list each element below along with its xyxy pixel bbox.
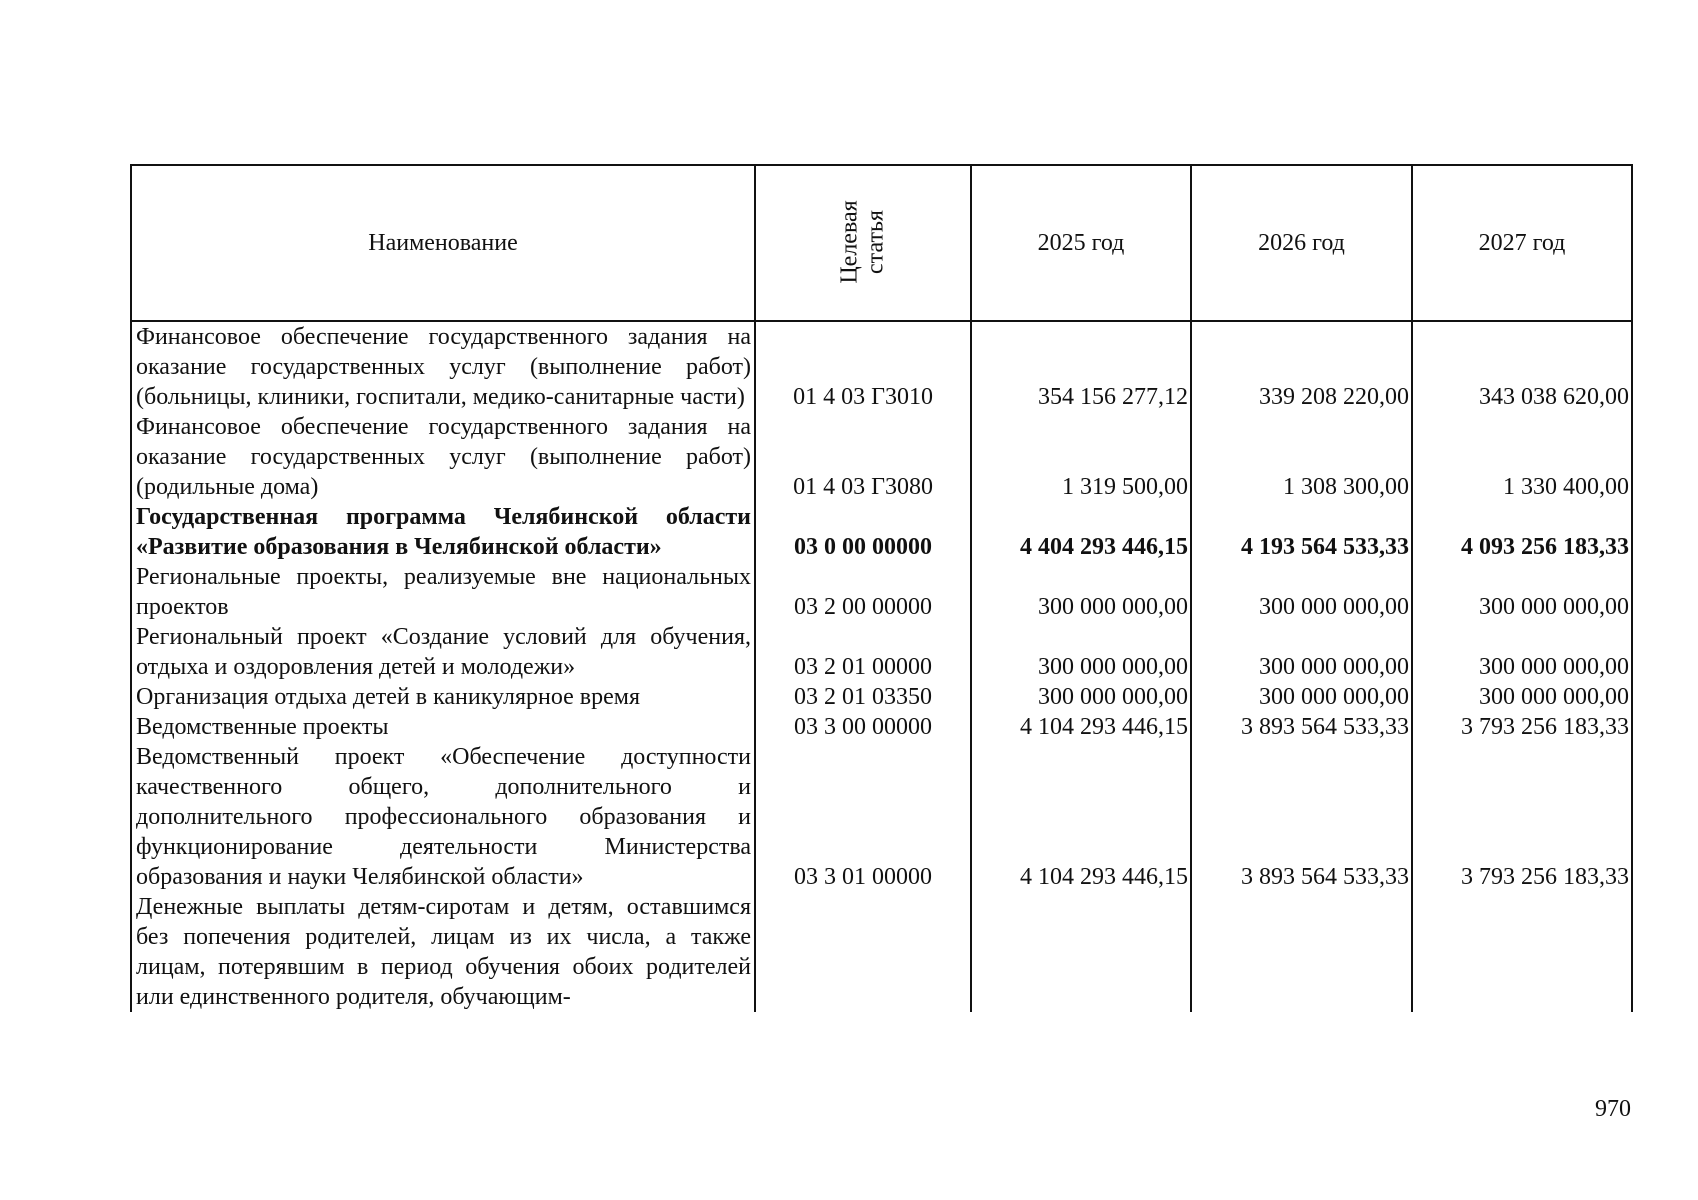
row-name-cell: Государственная программа Челябинской области «Развитие образования в Челябинской области»: [131, 502, 755, 562]
row-name-cell: Ведомственный проект «Обеспечение доступности качественного общего, дополнительного и дополнительного профессионального образования и функционирование деятельности Министерства образования и науки Челябинской области»: [131, 742, 755, 892]
row-value-2027: 3 793 256 183,33: [1412, 712, 1632, 742]
row-code-cell: 03 2 01 03350: [755, 682, 971, 712]
table-body: [131, 321, 1632, 1012]
row-value-2027: 3 793 256 183,33: [1412, 742, 1632, 892]
row-value-2026: 3 893 564 533,33: [1191, 712, 1412, 742]
row-code-cell: 03 2 00 00000: [755, 562, 971, 622]
row-value-2026: 1 308 300,00: [1191, 412, 1412, 502]
row-value-2025: 1 319 500,00: [971, 412, 1191, 502]
row-value-2025: 4 104 293 446,15: [971, 712, 1191, 742]
row-value-2026: 4 193 564 533,33: [1191, 502, 1412, 562]
row-value-2027: 300 000 000,00: [1412, 682, 1632, 712]
table-row: [131, 682, 1632, 712]
row-value-2027: 1 330 400,00: [1412, 412, 1632, 502]
row-value-2027: 300 000 000,00: [1412, 622, 1632, 682]
row-value-2025: 300 000 000,00: [971, 622, 1191, 682]
table-header-row: [131, 165, 1632, 321]
row-name-cell: Ведомственные проекты: [131, 712, 755, 742]
page-number: 970: [1595, 1096, 1631, 1122]
row-code-cell: 03 3 01 00000: [755, 742, 971, 892]
header-2025: 2025 год: [971, 165, 1191, 321]
row-value-2025: 4 104 293 446,15: [971, 742, 1191, 892]
header-2027: 2027 год: [1412, 165, 1632, 321]
row-name-cell: Финансовое обеспечение государственного задания на оказание государственных услуг (выполнение работ) (больницы, клиники, госпитали, медико-санитарные части): [131, 321, 755, 412]
row-value-2027: 300 000 000,00: [1412, 562, 1632, 622]
row-value-2027: 343 038 620,00: [1412, 321, 1632, 412]
table-row: [131, 712, 1632, 742]
header-2026: 2026 год: [1191, 165, 1412, 321]
row-name-cell: Денежные выплаты детям-сиротам и детям, оставшимся без попечения родителей, лицам из их числа, а также лицам, потерявшим в период обучения обоих родителей или единственного родителя, обучающим-: [131, 892, 755, 1012]
table-row: [131, 892, 1632, 1012]
header-code: Целевая статья: [755, 165, 971, 321]
row-value-2026: 3 893 564 533,33: [1191, 742, 1412, 892]
row-value-2026: 339 208 220,00: [1191, 321, 1412, 412]
table-row: [131, 412, 1632, 502]
row-value-2025: 300 000 000,00: [971, 562, 1191, 622]
table-row: [131, 622, 1632, 682]
row-value-2025: 300 000 000,00: [971, 682, 1191, 712]
row-value-2026: 300 000 000,00: [1191, 682, 1412, 712]
row-value-2025: 354 156 277,12: [971, 321, 1191, 412]
header-name: Наименование: [131, 165, 755, 321]
row-code-cell: 01 4 03 Г3080: [755, 412, 971, 502]
row-code-cell: 03 0 00 00000: [755, 502, 971, 562]
row-name-cell: Региональные проекты, реализуемые вне национальных проектов: [131, 562, 755, 622]
row-code-cell: 03 3 00 00000: [755, 712, 971, 742]
table-row: [131, 502, 1632, 562]
row-value-2026: 300 000 000,00: [1191, 622, 1412, 682]
budget-table: [130, 164, 1633, 1012]
row-name-cell: Организация отдыха детей в каникулярное время: [131, 682, 755, 712]
row-code-cell: 03 2 01 00000: [755, 622, 971, 682]
row-value-2026: 300 000 000,00: [1191, 562, 1412, 622]
row-value-2025: [971, 892, 1191, 1012]
table-row: [131, 742, 1632, 892]
row-value-2026: [1191, 892, 1412, 1012]
row-name-cell: Региональный проект «Создание условий для обучения, отдыха и оздоровления детей и молодежи»: [131, 622, 755, 682]
row-value-2025: 4 404 293 446,15: [971, 502, 1191, 562]
table-row: [131, 562, 1632, 622]
row-value-2027: [1412, 892, 1632, 1012]
row-value-2027: 4 093 256 183,33: [1412, 502, 1632, 562]
row-code-cell: 01 4 03 Г3010: [755, 321, 971, 412]
row-code-cell: [755, 892, 971, 1012]
row-name-cell: Финансовое обеспечение государственного задания на оказание государственных услуг (выполнение работ) (родильные дома): [131, 412, 755, 502]
table-row: [131, 321, 1632, 412]
